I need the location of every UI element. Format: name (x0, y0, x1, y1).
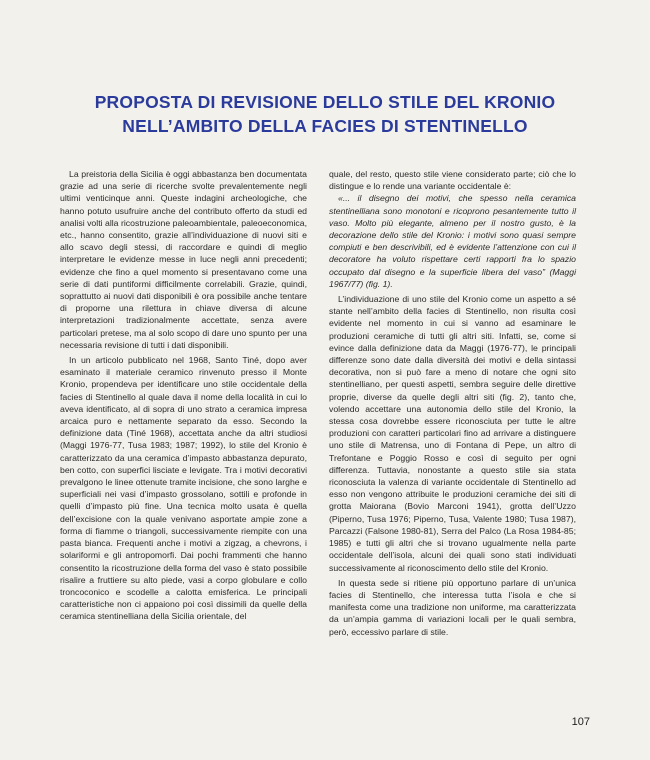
right-paragraph-2: L’individuazione di uno stile del Kronio come un aspetto a sé stante nell’ambito della facies di Stentinello, non risulta così evidente nel momento in cui si vanno ad esaminare le produzioni ceramiche di tutti gli altri siti. Infatti, se, come si evince dalla definizione data da Maggi (1976-77), le principali differenze sono date dalla diversità dei motivi e della sintassi decorativa, non si può fare a meno di notare che ogni sito stentinelliano, per questi aspetti, sembra seguire delle direttive proprie, diverse da quelle degli altri siti (fig. 2), tanto che, volendo accettare una autonomia dello stile del Kronio, la stessa cosa dovrebbe essere riconosciuta per tutte le altre produzioni con caratteri particolari fino ad arrivare a distinguere uno stile di Matrensa, uno di Fontana di Pepe, un altro di Trefontane e Poggio Rosso e così di seguito per ogni differenza. Tuttavia, nonostante a questo stile sia stata riconosciuta la valenza di variante occidentale di Stentinello ad esso non vengono attribuite le produzioni ceramiche dei siti di grotta Maiorana (Bovio Marconi 1941), grotta dell’Uzzo (Piperno, Tusa 1976; Piperno, Tusa, Valente 1980; Tusa 1987), Parcazzi (Falsone 1980-81), Serra del Palco (La Rosa 1984-85; 1985) e tutti gli altri che si trovano ugualmente nella parte occidentale dell’isola, alcuni dei quali sono stati individuati successivamente al riconoscimento dello stile del Kronio. (329, 294, 576, 573)
left-paragraph-2: In un articolo pubblicato nel 1968, Santo Tiné, dopo aver esaminato il materiale ceramico rinvenuto presso il Monte Kronio, propendeva per identificare uno stile occidentale della facies di Stentinello al quale dava il nome della località in cui lo aveva identificato, al di sopra di uno strato a ceramica impresa arcaica puro e nettamente separato da esso. Secondo la definizione data (Tiné 1968), accettata anche da altri studiosi (Maggi 1976-77, Tusa 1983; 1987; 1992), lo stile del Kronio è caratterizzato da una ceramica d’impasto abbastanza depurato, ben cotto, con superfici lisciate e levigate. Tra i motivi decorativi prevalgono le linee ottenute tramite incisione, che sono larghe e superficiali nei vasi d’impasto grossolano, sottili e profonde in quelli d’impasto più fine. Una tecnica molto usata è quella dell’excisione con la quale venivano asportate ampie zone a forma di fiamme o triangoli, successivamente riempite con una pasta bianca. Frequenti anche i motivi a zigzag, a chevrons, i solariformi e gli antropomorfi. Dai pochi frammenti che hanno consentito la ricostruzione della forma del vaso è stato possibile risalire a fruttiere su alto piede, vasi a corpo globulare e collo troncoconico e scodelle a calotta emisferica. Le principali caratteristiche non ci appaiono poi così dissimili da quelle della ceramica stentinelliana della Sicilia orientale, del (60, 355, 307, 622)
page-number: 107 (571, 716, 590, 728)
right-column (329, 168, 576, 638)
title-line-1: PROPOSTA DI REVISIONE DELLO STILE DEL KRONIO (94, 92, 556, 112)
left-paragraph-1: La preistoria della Sicilia è oggi abbastanza ben documentata grazie ad una serie di ricerche svolte prevalentemente negli ultimi venticinque anni. Queste indagini archeologiche, che hanno potuto usufruire anche del contributo offerto da studi ed analisi volti alla ricostruzione paleoambientale, paleoeconomica, etc., hanno consentito, grazie all’individuazione di nuovi siti e allo scavo degli stessi, di raccordare e quindi di meglio interpretare le evidenze messe in luce negli anni precedenti; evidenze che fino a quel momento si presentavano come una serie di dati puntiformi difficilmente correlabili. Grazie, quindi, soprattutto ai nuovi dati disponibili è ora possibile anche tentare di proporne una rilettura in chiave diversa di alcune interpretazioni tradizionalmente accettate, senza avere particolari pretese, ma al solo scopo di dare uno spunto per una necessaria revisione di tutti i dati disponibili. (60, 169, 307, 350)
right-quote: «... il disegno dei motivi, che spesso nella ceramica stentinelliana sono monotoni e ricoprono pesantemente tutto il vaso. Molto più elegante, almeno per il nostro gusto, è la decorazione dello stile del Kronio: i motivi sono quasi sempre compiuti e ben descrivibili, ed è evidente l’attenzione con cui il decoratore ha voluto rispettare certi rapporti fra lo spazio occupato dal disegno e la superficie libera del vaso” (Maggi 1967/77) (fig. 1). (329, 193, 576, 289)
left-column (60, 168, 307, 623)
title-line-2: NELL’AMBITO DELLA FACIES DI STENTINELLO (122, 116, 528, 136)
article-title (40, 90, 610, 138)
right-paragraph-3: In questa sede si ritiene più opportuno parlare di un’unica facies di Stentinello, che interessa tutta l’isola e che si manifesta come una tradizione non uniforme, ma caratterizzata da un’ampia gamma di variazioni locali per le quali sembra, però, eccessivo parlare di stile. (329, 577, 576, 637)
right-paragraph-1: quale, del resto, questo stile viene considerato parte; ciò che lo distingue e lo rende una variante occidentale è: (329, 169, 576, 192)
